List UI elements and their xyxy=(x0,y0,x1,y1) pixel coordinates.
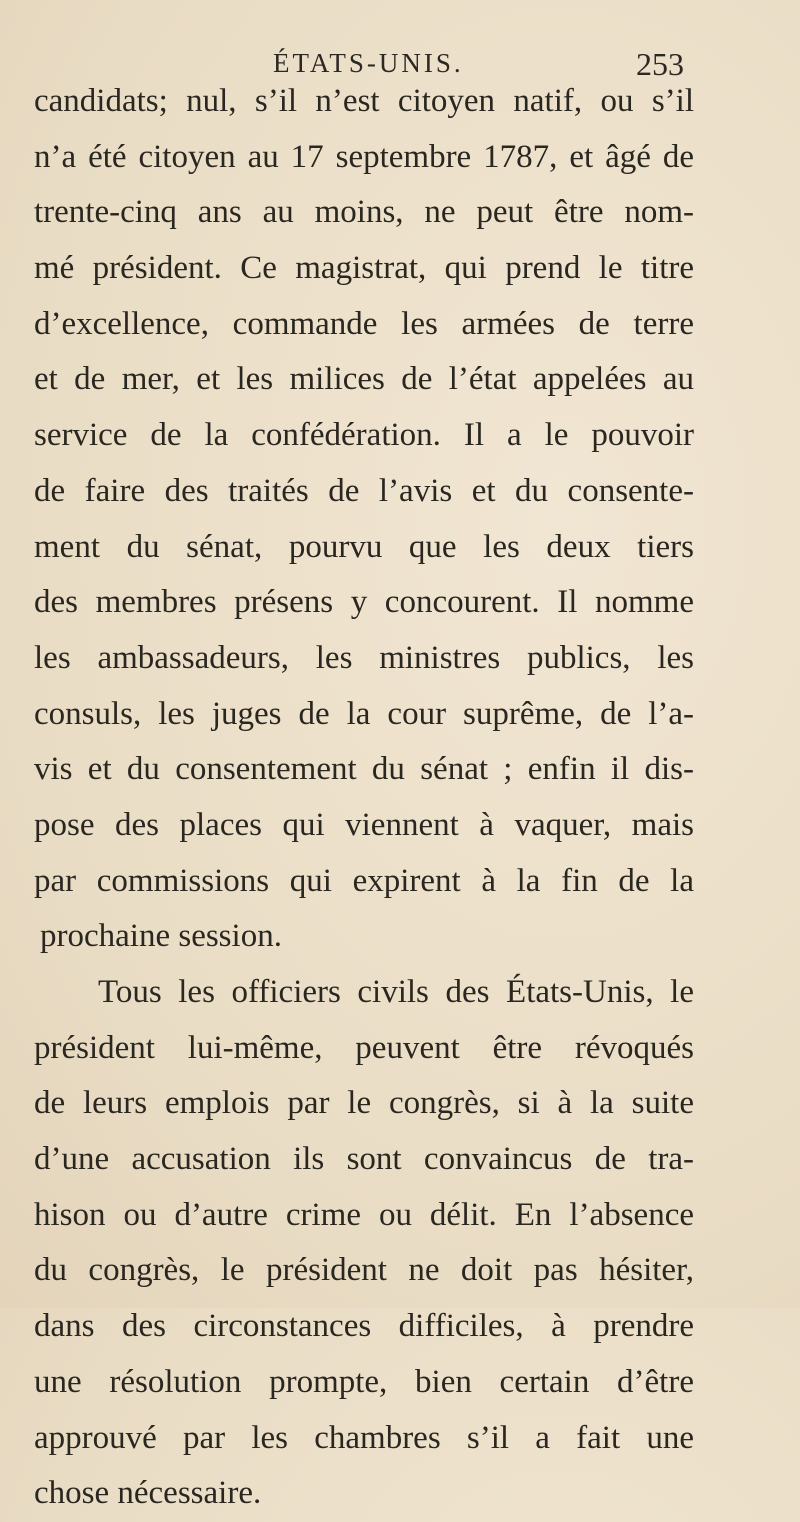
text-line: une résolution prompte, bien certain d’être xyxy=(34,1363,694,1400)
page-body xyxy=(34,74,694,1522)
paragraph-end-line: chose nécessaire. xyxy=(34,1475,262,1512)
text-line: vis et du consentement du sénat ; enfin il dis- xyxy=(34,751,694,788)
text-line: et de mer, et les milices de l’état appelées au xyxy=(34,361,694,398)
text-line: de faire des traités de l’avis et du consente- xyxy=(34,472,694,509)
text-line: mé président. Ce magistrat, qui prend le titre xyxy=(34,250,694,287)
page-number: 253 xyxy=(636,46,684,82)
text-line: n’a été citoyen au 17 septembre 1787, et âgé de xyxy=(34,138,694,175)
text-line: hison ou d’autre crime ou délit. En l’absence xyxy=(34,1196,694,1233)
text-line: ment du sénat, pourvu que les deux tiers xyxy=(34,528,694,565)
running-title: ÉTATS-UNIS. xyxy=(273,48,464,78)
text-line: du congrès, le président ne doit pas hésiter, xyxy=(34,1252,694,1289)
paragraph-end-line: prochaine session. xyxy=(40,918,282,955)
text-line: de leurs emplois par le congrès, si à la suite xyxy=(34,1085,694,1122)
text-line: d’excellence, commande les armées de terre xyxy=(34,305,694,342)
text-line: approuvé par les chambres s’il a fait une xyxy=(34,1419,694,1456)
text-line: les ambassadeurs, les ministres publics, les xyxy=(34,639,694,676)
paragraph-start-line: Tous les officiers civils des États-Unis, le xyxy=(98,974,694,1010)
text-line: trente-cinq ans au moins, ne peut être nom- xyxy=(34,194,694,231)
text-line: dans des circonstances difficiles, à prendre xyxy=(34,1308,694,1345)
text-line: président lui-même, peuvent être révoqués xyxy=(34,1029,694,1066)
text-line: pose des places qui viennent à vaquer, mais xyxy=(34,806,694,843)
text-line: des membres présens y concourent. Il nomme xyxy=(34,584,694,621)
text-line: candidats; nul, s’il n’est citoyen natif, ou s’il xyxy=(34,83,694,119)
text-line: d’une accusation ils sont convaincus de tra- xyxy=(34,1141,694,1178)
text-line: par commissions qui expirent à la fin de la xyxy=(34,862,694,899)
text-line: service de la confédération. Il a le pouvoir xyxy=(34,417,694,454)
text-line: consuls, les juges de la cour suprême, de l’a- xyxy=(34,695,694,732)
